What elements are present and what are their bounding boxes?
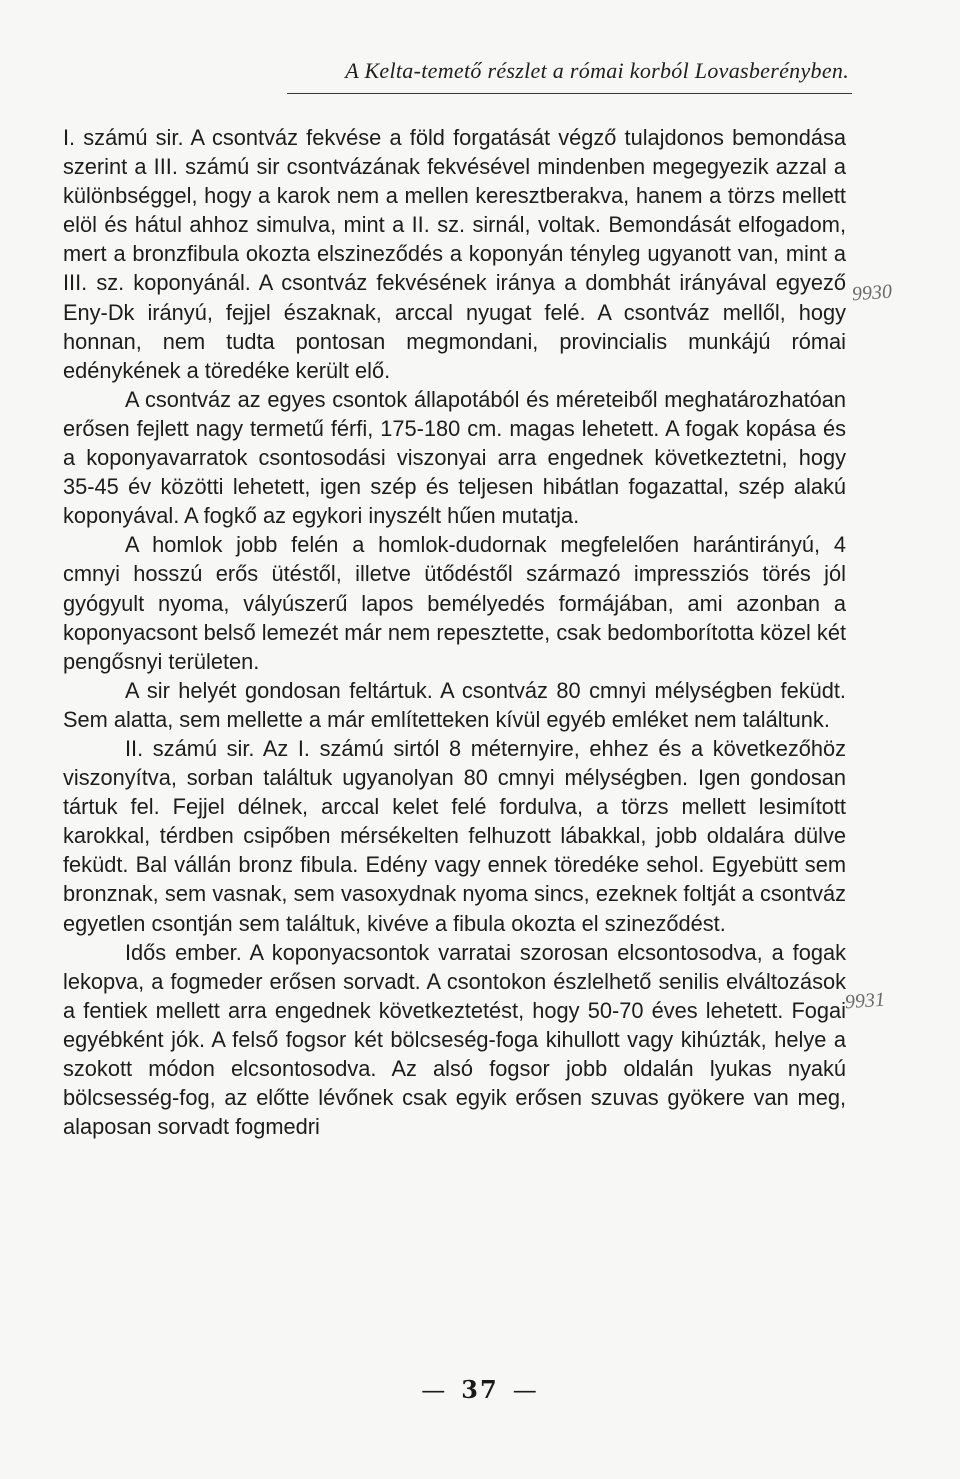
running-header-title: A Kelta-temető részlet a római korból Lovasberényben. — [345, 58, 849, 83]
paragraph-forehead-injury: A homlok jobb felén a homlok-dudornak megfelelően harántirányú, 4 cmnyi hosszú erős ütéstől, illetve ütődéstől származó impressziós törés jól gyógyult nyoma, vályúszerű lapos bemélyedés formájában, ami azonban a koponyacsont belső lemezét már nem repesztette, csak bedomborította közel két pengősnyi területen. — [63, 532, 846, 674]
footer-dash-left: — — [421, 1376, 448, 1404]
paragraph-old-man: Idős ember. A koponyacsontok varratai szorosan elcsontosodva, a fogak lekopva, a fogmeder erősen sorvadt. A csontokon észlelhető senilis elváltozások a fentiek mellett arra engednek következtetést, hogy 50-70 éves lehetett. Fogai egyébként jók. A felső fogsor két bölcseség-foga kihullott vagy kihúzták, helye a szokott módon elcsontosodva. Az alsó fogsor jobb oldalán lyukas nyakú bölcsesség-fog, az előtte lévőnek csak egyik erősen szuvas gyökere van meg, alaposan sorvadt fogmedri — [63, 939, 846, 1140]
paragraph-grave-2: II. számú sir. Az I. számú sirtól 8 méternyire, ehhez és a következőhöz viszonyítva, sorban találtuk ugyanolyan 80 cmnyi mélységben. Igen gondosan tártuk fel. Fejjel délnek, arccal kelet felé fordulva, a törzs mellett lesimított karokkal, térdben csipőben mérsékelten felhuzott lábakkal, jobb oldalára dülve feküdt. Bal vállán bronz fibula. Edény vagy ennek töredéke sehol. Egyebütt sem bronznak, sem vasnak, sem vasoxydnak nyoma sincs, ezeknek foltját a csontváz egyetlen csontján sem találtuk, kivéve a fibula okozta el szineződést. — [63, 735, 846, 936]
margin-note-2: 9931 — [844, 988, 886, 1014]
body-text — [63, 123, 846, 1141]
margin-note-1: 9930 — [851, 280, 893, 306]
header-rule — [287, 93, 852, 94]
page-number-footer — [0, 1375, 960, 1404]
footer-dash-right: — — [512, 1376, 539, 1404]
paragraph-skeleton-description: A csontváz az egyes csontok állapotából és méreteiből meghatározhatóan erősen fejlett nagy termetű férfi, 175-180 cm. magas lehetett. A fogak kopása és a koponyavarratok csontosodási viszonyai arra engednek következtetni, hogy 35-45 év közötti lehetett, igen szép és teljesen hibátlan fogazattal, szép alakú koponyával. A fogkő az egykori inyszélt hűen mutatja. — [63, 386, 846, 529]
paragraph-grave-excavation: A sir helyét gondosan feltártuk. A csontváz 80 cmnyi mélységben feküdt. Sem alatta, sem mellette a már említetteken kívül egyéb emléket nem találtunk. — [63, 677, 846, 732]
page-number: 37 — [461, 1375, 499, 1404]
paragraph-grave-1: I. számú sir. A csontváz fekvése a föld forgatását végző tulajdonos bemondása szerint a III. számú sir csontvázának fekvésével mindenben megegyezik azzal a különbséggel, hogy a karok nem a mellen keresztberakva, hanem a törzs mellett elöl és hátul ahhoz simulva, mint a II. sz. sirnál, voltak. Bemondását elfogadom, mert a bronzfibula okozta elszineződés a koponyán tényleg ugyanott van, mint a III. sz. koponyánál. A csontváz fekvésének iránya a dombhát irányával egyező Eny-Dk irányú, fejjel északnak, arccal nyugat felé. A csontváz mellől, hogy honnan, nem tudta pontosan megmondani, provincialis munkájú római edénykének a töredéke került elő. — [63, 125, 846, 383]
